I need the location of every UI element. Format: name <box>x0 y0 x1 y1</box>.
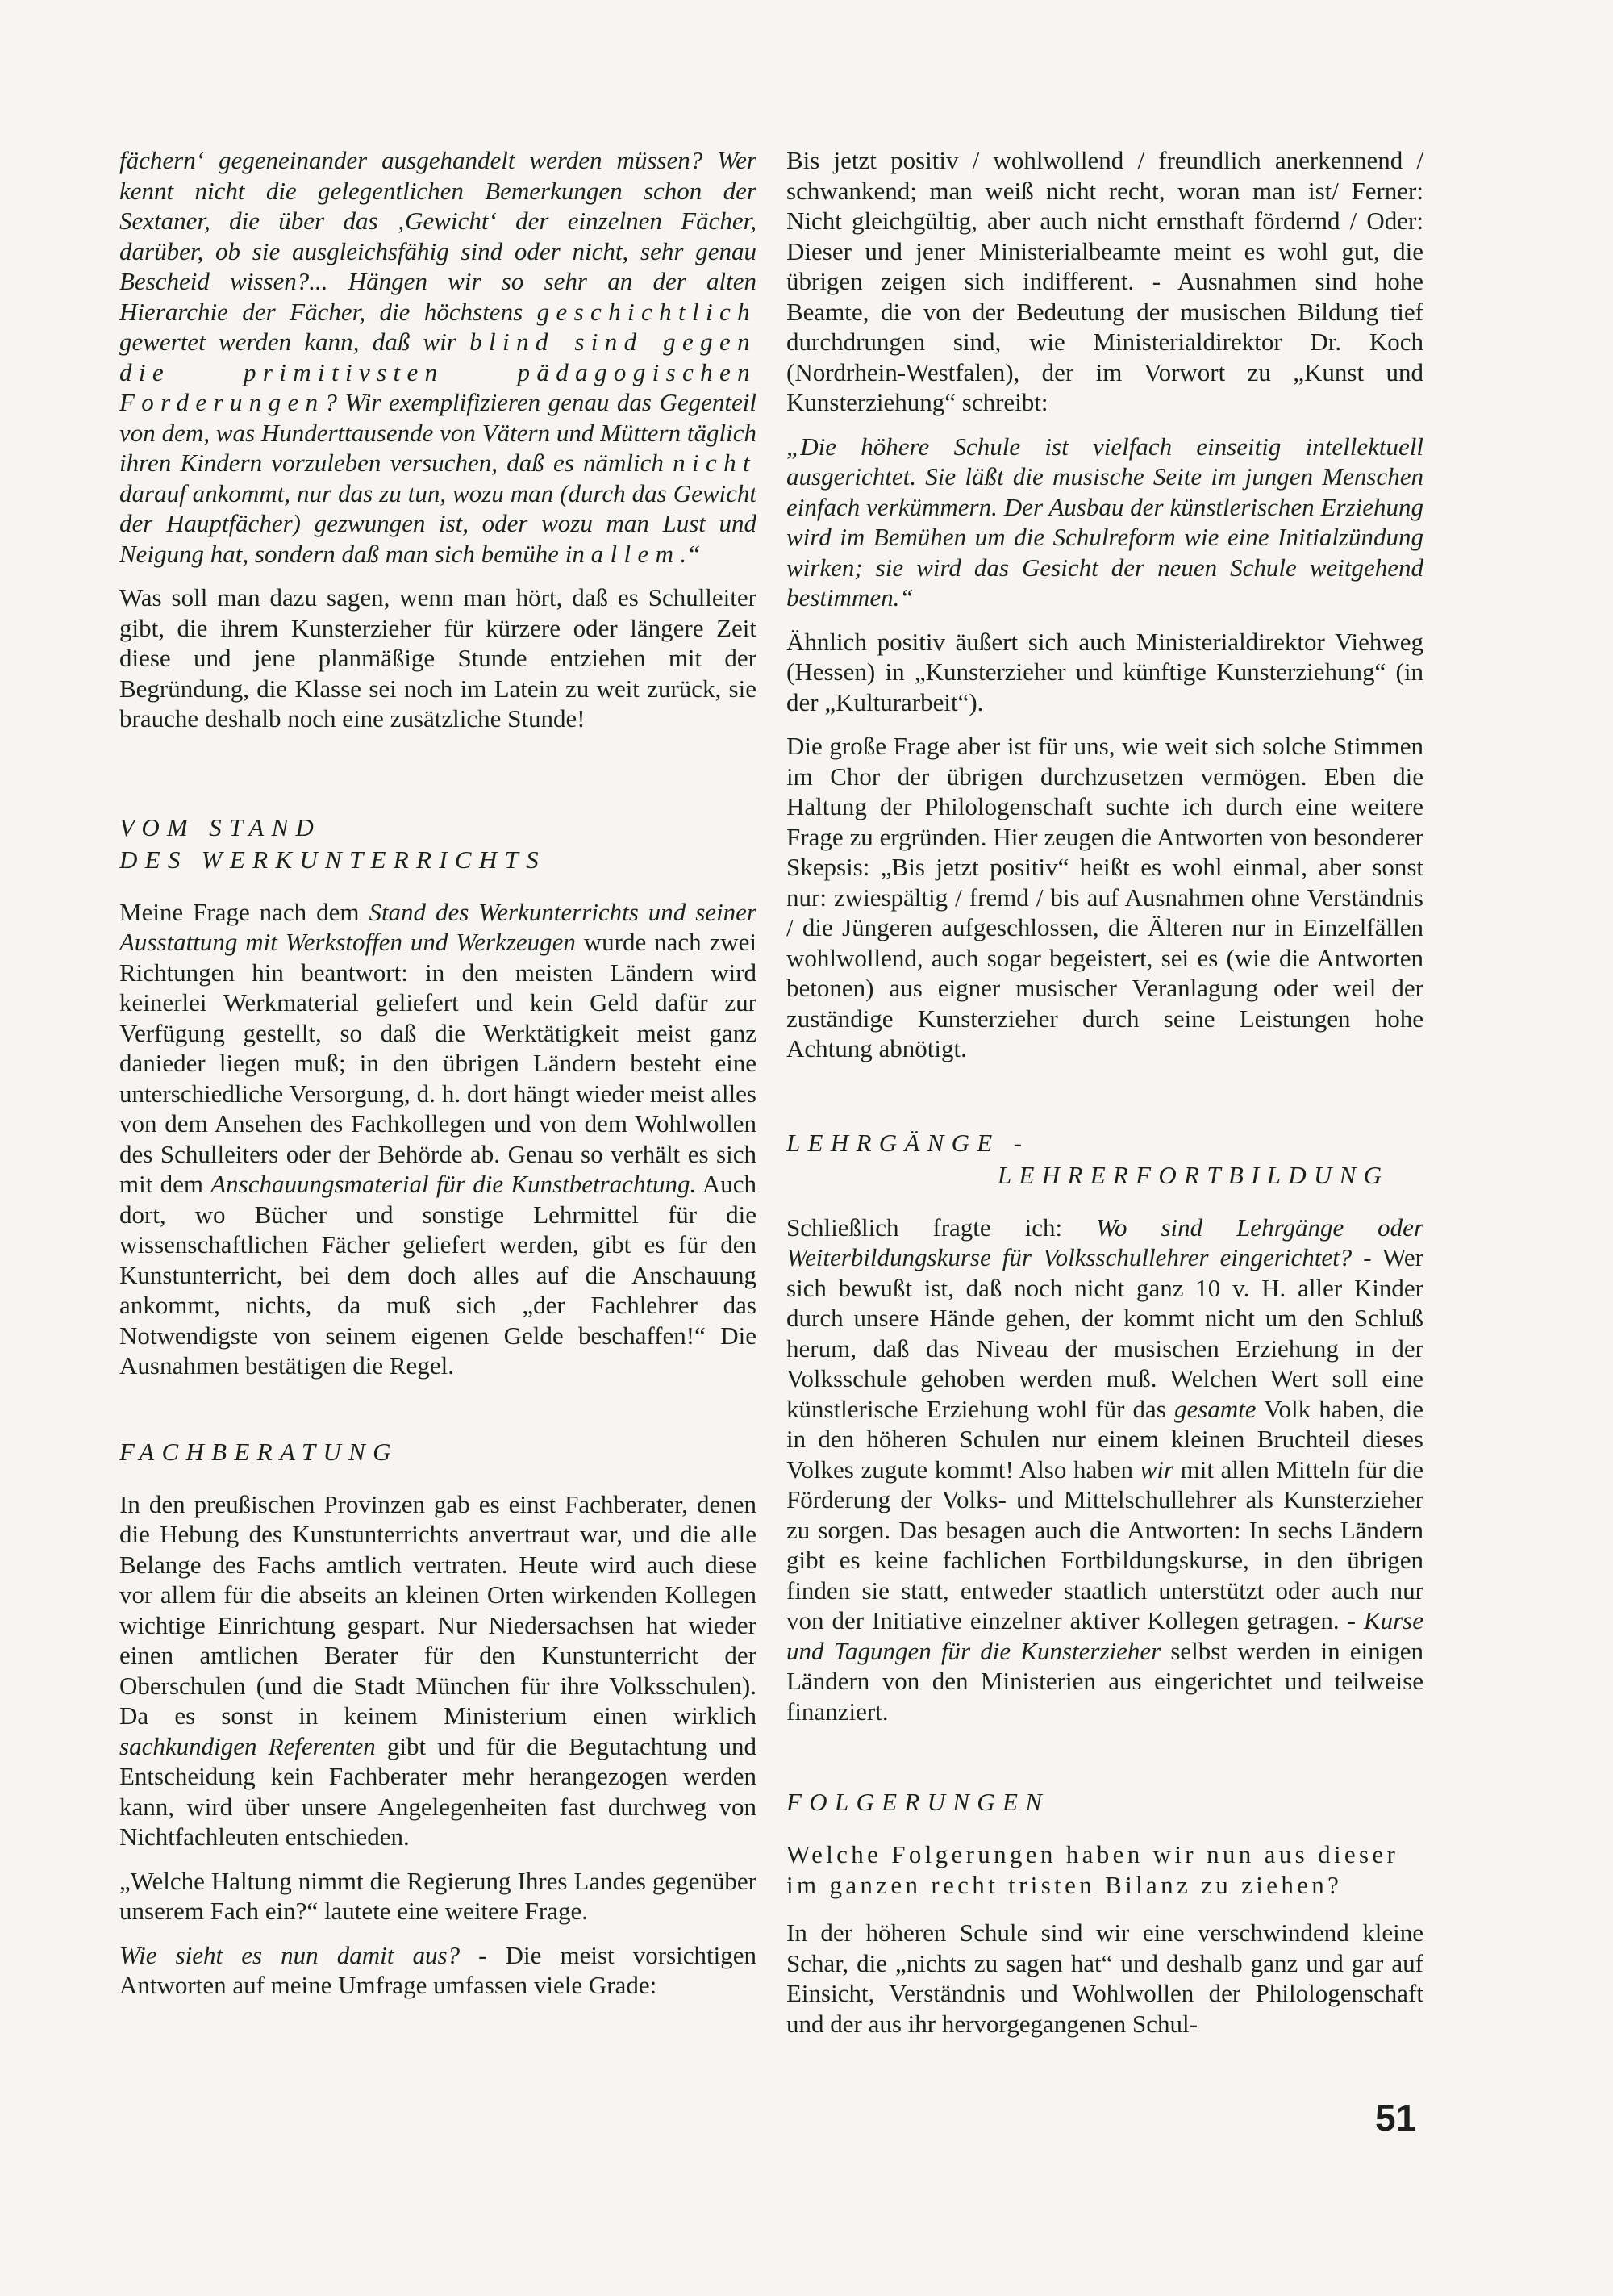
right-column <box>786 145 1423 2052</box>
section-heading-folgerungen: FOLGERUNGEN <box>786 1788 1050 1816</box>
paragraph-grade: Bis jetzt positiv / wohlwollend / freundlich anerkennend / schwankend; man weiß nicht recht, woran man ist/ Ferner: Nicht gleichgültig, aber auch nicht ernsthaft fördernd / Oder: Dieser und jener Ministerialbeamte meint es wohl gut, die übrigen zeigen sich indifferent. - Ausnahmen sind hohe Beamte, die von der Bedeutung der musischen Bildung tief durchdrungen sind, wie Ministerialdirektor Dr. Koch (Nordrhein-Westfalen), der im Vorwort zu „Kunst und Kunsterziehung“ schreibt: <box>786 146 1423 416</box>
section-heading-lehrgaenge: LEHRGÄNGE - LEHRERFORTBILDUNG <box>786 1128 1390 1189</box>
paragraph-hoehere-schule: In der höheren Schule sind wir eine verschwindend kleine Schar, die „nichts zu sagen hat“ und deshalb ganz und gar auf Einsicht, Verständnis und Wohlwollen der Philologenschaft und der aus ihr hervorgegangenen Schul- <box>786 1918 1423 2038</box>
paragraph-regierung-frage: „Welche Haltung nimmt die Regierung Ihres Landes gegenüber unserem Fach ein?“ lautete eine weitere Frage. <box>119 1866 756 1925</box>
spaced-emphasis: nicht <box>673 449 756 477</box>
left-column <box>119 145 756 2014</box>
paragraph-werkunterricht: Meine Frage nach dem Stand des Werkunterrichts und seiner Ausstattung mit Werkstoffen und Werkzeugen wurde nach zwei Richtungen hin beantwort: in den meisten Ländern wird keinerlei Werkmaterial geliefert und kein Geld dafür zur Verfügung gestellt, so daß die Werktätigkeit meist ganz danieder liegen muß; in den übrigen Ländern besteht eine unterschiedliche Versorgung, d. h. dort hängt wieder meist alles von dem Ansehen des Fachkollegen und von dem Wohlwollen des Schulleiters oder der Behörde ab. Genau so verhält es sich mit dem Anschauungsmaterial für die Kunstbetrachtung. Auch dort, wo Bücher und sonstige Lehrmittel für die wissenschaftlichen Fächer geliefert werden, gibt es für den Kunstunterricht, bei dem doch alles auf die Anschauung ankommt, nichts, da muß sich „der Fachlehrer das Notwendigste von seinem eigenen Gelde beschaffen!“ Die Ausnahmen bestätigen die Regel. <box>119 897 756 1380</box>
quote-koch: „Die höhere Schule ist vielfach einseitig intellektuell ausgerichtet. Sie läßt die musische Seite im jungen Menschen einfach verkümmern. Der Ausbau der künstlerischen Erziehung wird im Bemühen um die Schulreform wie eine Initialzündung wirken; sie wird das Gesicht der neuen Schule weitgehend bestimmen.“ <box>786 432 1423 612</box>
folgerungen-question: Welche Folgerungen haben wir nun aus dieser im ganzen recht tristen Bilanz zu ziehen? <box>786 1840 1399 1899</box>
paragraph-hierarchie: fächern‘ gegeneinander ausgehandelt werden müssen? Wer kennt nicht die gelegentlichen Bemerkungen schon der Sextaner, die über das ‚Gewicht‘ der einzelnen Fächer, darüber, ob sie ausgleichsfähig sind oder nicht, sehr genau Bescheid wissen?... Hängen wir so sehr an der alten Hierarchie der Fächer, die höchstens geschichtlich gewertet werden kann, daß wir blind sind gegen die primitivsten pädagogischen Forderungen? Wir exemplifizieren genau das Gegenteil von dem, was Hunderttausende von Vätern und Müttern täglich ihren Kindern vorzuleben versuchen, daß es nämlich nicht darauf ankommt, nur das zu tun, wozu man (durch das Gewicht der Hauptfächer) gezwungen ist, oder wozu man Lust und Neigung hat, sondern daß man sich bemühe in allem.“ <box>119 146 757 568</box>
section-heading-werkunterricht: VOM STAND DES WERKUNTERRICHTS <box>119 812 546 874</box>
spaced-emphasis: geschichtlich <box>536 297 756 326</box>
section-heading-fachberatung: FACHBERATUNG <box>119 1437 398 1466</box>
paragraph-antworten: Wie sieht es nun damit aus? - Die meist vorsichtigen Antworten auf meine Umfrage umfassen viele Grade: <box>119 1940 756 1999</box>
spaced-emphasis: allem <box>590 539 681 568</box>
paragraph-schulleiter: Was soll man dazu sagen, wenn man hört, daß es Schulleiter gibt, die ihrem Kunsterzieher für kürzere oder längere Zeit diese und jene planmäßige Stunde entziehen mit der Begründung, die Klasse sei noch im Latein zu weit zurück, sie brauche deshalb noch eine zusätzliche Stunde! <box>119 583 756 733</box>
paragraph-philologenschaft: Die große Frage aber ist für uns, wie weit sich solche Stimmen im Chor der übrigen durchzusetzen vermögen. Eben die Haltung der Philologenschaft suchte ich durch eine weitere Frage zu ergründen. Hier zeugen die Antworten von besonderer Skepsis: „Bis jetzt positiv“ heißt es wohl einmal, aber sonst nur: zwiespältig / fremd / bis auf Ausnahmen ohne Verständnis / die Jüngeren aufgeschlossen, die Älteren nur in Einzelfällen wohlwollend, auch sogar begeistert, sei es (wie die Antworten betonen) aus eigner musischer Veranlagung oder weil der zuständige Kunsterzieher durch seine Leistungen hohe Achtung abnötigt. <box>786 732 1423 1062</box>
page-number: 51 <box>1375 2097 1417 2139</box>
paragraph-lehrgaenge: Schließlich fragte ich: Wo sind Lehrgänge oder Weiterbildungskurse für Volksschullehrer eingerichtet? - Wer sich bewußt ist, daß noch nicht ganz 10 v. H. aller Kinder durch unsere Hände gehen, der kommt nicht um den Schluß herum, daß das Niveau der musischen Erziehung in der Volksschule gehoben werden muß. Welchen Wert soll eine künstlerische Erziehung wohl für das gesamte Volk haben, die in den höheren Schulen nur einem kleinen Bruchteil dieses Volkes zugute kommt! Also haben wir mit allen Mitteln für die Förderung der Volks- und Mittelschullehrer als Kunsterzieher zu sorgen. Das besagen auch die Antworten: In sechs Ländern gibt es keine fachlichen Fortbildungskurse, in den übrigen finden sie statt, entweder staatlich unterstützt oder auch nur von der Initiative einzelner aktiver Kollegen getragen. - Kurse und Tagungen für die Kunsterzieher selbst werden in einigen Ländern von den Ministerien aus eingerichtet und teilweise finanziert. <box>786 1213 1424 1726</box>
paragraph-viehweg: Ähnlich positiv äußert sich auch Ministerialdirektor Viehweg (Hessen) in „Kunsterzieher und künftige Kunsterziehung“ (in der „Kulturarbeit“). <box>786 627 1423 716</box>
paragraph-fachberatung: In den preußischen Provinzen gab es einst Fachberater, denen die Hebung des Kunstunterrichts anvertraut war, und die alle Belange des Fachs amtlich vertraten. Heute wird auch diese vor allem für die abseits an kleinen Orten wirkenden Kollegen wichtige Einrichtung gespart. Nur Niedersachsen hat wieder einen amtlichen Berater für den Kunstunterricht der Oberschulen (und die Stadt München für ihre Volksschulen). Da es sonst in keinem Ministerium einen wirklich sachkundigen Referenten gibt und für die Begutachtung und Entscheidung kein Fachberater mehr herangezogen werden kann, wird über unsere Angelegenheiten fast durchweg von Nichtfachleuten entschieden. <box>119 1489 756 1851</box>
spaced-emphasis: blind sind gegen die primitivsten pädagogischen Forderungen <box>119 328 757 416</box>
